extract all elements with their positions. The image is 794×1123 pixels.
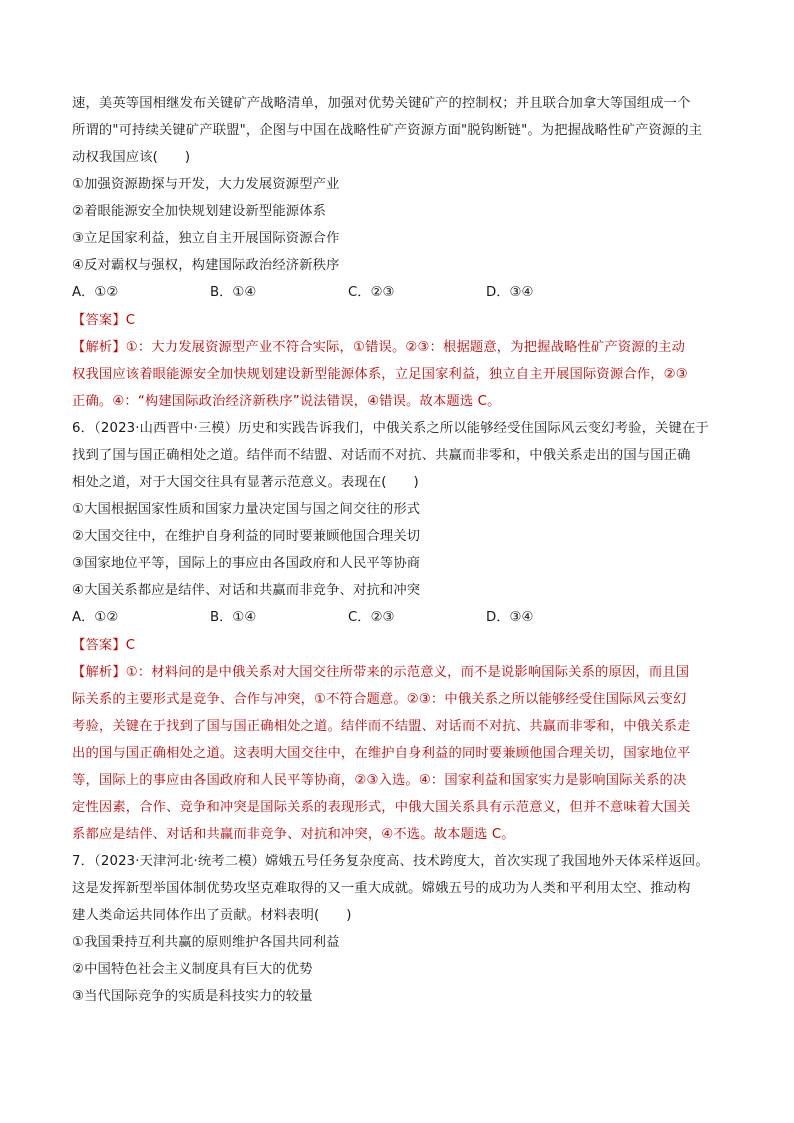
statement-item: ④大国关系都应是结伴、对话和共赢而非竞争、对抗和冲突: [72, 583, 421, 598]
analysis-line: 权我国应该着眼能源安全加快规划建设新型能源体系，立足国家利益，独立自主开展国际资源合作，②③: [72, 367, 688, 382]
statement-item: ③立足国家利益，独立自主开展国际资源合作: [72, 231, 340, 246]
option-b: B．①④: [210, 610, 257, 625]
option-c: C．②③: [348, 285, 395, 300]
statement-item: ②中国特色社会主义制度具有巨大的优势: [72, 962, 313, 977]
question-6: [72, 415, 724, 848]
statement-item: ④反对霸权与强权，构建国际政治经济新秩序: [72, 258, 340, 273]
statement-item: ③当代国际竞争的实质是科技实力的较量: [72, 989, 313, 1004]
statement-item: ②大国交往中，在维护自身利益的同时要兼顾他国合理关切: [72, 529, 421, 544]
analysis-line: 出的国与国正确相处之道。这表明大国交往中，在维护自身利益的同时要兼顾他国合理关切，国家地位平: [72, 746, 691, 761]
question-stem-line: 相处之道，对于大国交往具有显著示范意义。表现在( ): [72, 475, 419, 490]
question-stem-line: 建人类命运共同体作出了贡献。材料表明( ): [72, 908, 352, 923]
document-page: [72, 90, 724, 1010]
answer-options: [72, 604, 724, 632]
analysis-line: 【解析】①：大力发展资源型产业不符合实际，①错误。②③：根据题意，为把握战略性矿产资源的主动: [72, 340, 686, 355]
option-c: C．②③: [348, 610, 395, 625]
statement-item: ①大国根据国家性质和国家力量决定国与国之间交往的形式: [72, 502, 421, 517]
statement-item: ①加强资源勘探与开发，大力发展资源型产业: [72, 177, 340, 192]
question-stem-line: 速，美英等国相继发布关键矿产战略清单，加强对优势关键矿产的控制权；并且联合加拿大等国组成一个: [72, 96, 691, 111]
question-stem-line: 6．（2023·山西晋中·三模）历史和实践告诉我们，中俄关系之所以能够经受住国际风云变幻考验，关键在于: [72, 421, 709, 436]
analysis-line: 【解析】①：材料问的是中俄关系对大国交往所带来的示范意义，而不是说影响国际关系的原因，而且国: [72, 665, 690, 680]
question-stem-line: 找到了国与国正确相处之道。结伴而不结盟、对话而不对抗、共赢而非零和，中俄关系走出的国与国正确: [72, 448, 691, 463]
analysis-line: 正确。④：“构建国际政治经济新秩序”说法错误，④错误。故本题选 C。: [72, 394, 501, 409]
option-d: D．③④: [486, 610, 534, 625]
option-d: D．③④: [486, 285, 534, 300]
answer-key: 【答案】C: [72, 313, 136, 328]
analysis-line: 系都应是结伴、对话和共赢而非竞争、对抗和冲突，④不选。故本题选 C。: [72, 827, 515, 842]
statement-item: ②着眼能源安全加快规划建设新型能源体系: [72, 204, 327, 219]
statement-item: ③国家地位平等，国际上的事应由各国政府和人民平等协商: [72, 556, 421, 571]
analysis-line: 等，国际上的事应由各国政府和人民平等协商，②③入选。④：国家利益和国家实力是影响国际关系的决: [72, 773, 687, 788]
analysis-line: 定性因素，合作、竞争和冲突是国际关系的表现形式，中俄大国关系具有示范意义，但并不意味着大国关: [72, 800, 691, 815]
option-a: A．①②: [72, 285, 119, 300]
answer-options: [72, 279, 724, 307]
analysis-line: 际关系的主要形式是竞争、合作与冲突，①不符合题意。②③：中俄关系之所以能够经受住国际风云变幻: [72, 692, 687, 707]
question-stem-line: 动权我国应该( ): [72, 150, 191, 165]
option-b: B．①④: [210, 285, 257, 300]
statement-item: ①我国秉持互利共赢的原则维护各国共同利益: [72, 935, 340, 950]
question-5: [72, 90, 724, 415]
option-a: A．①②: [72, 610, 119, 625]
question-stem-line: 所谓的"可持续关键矿产联盟"，企图与中国在战略性矿产资源方面"脱钩断链"。为把握战略性矿产资源的主: [72, 123, 703, 138]
analysis-line: 考验，关键在于找到了国与国正确相处之道。结伴而不结盟、对话而不对抗、共赢而非零和，中俄关系走: [72, 719, 691, 734]
answer-key: 【答案】C: [72, 638, 136, 653]
question-stem-line: 7．（2023·天津河北·统考二模）嫦娥五号任务复杂度高、技术跨度大，首次实现了我国地外天体采样返回。: [72, 854, 709, 869]
question-stem-line: 这是发挥新型举国体制优势攻坚克难取得的又一重大成就。嫦娥五号的成功为人类和平利用太空、推动构: [72, 881, 691, 896]
question-7: [72, 848, 724, 1010]
